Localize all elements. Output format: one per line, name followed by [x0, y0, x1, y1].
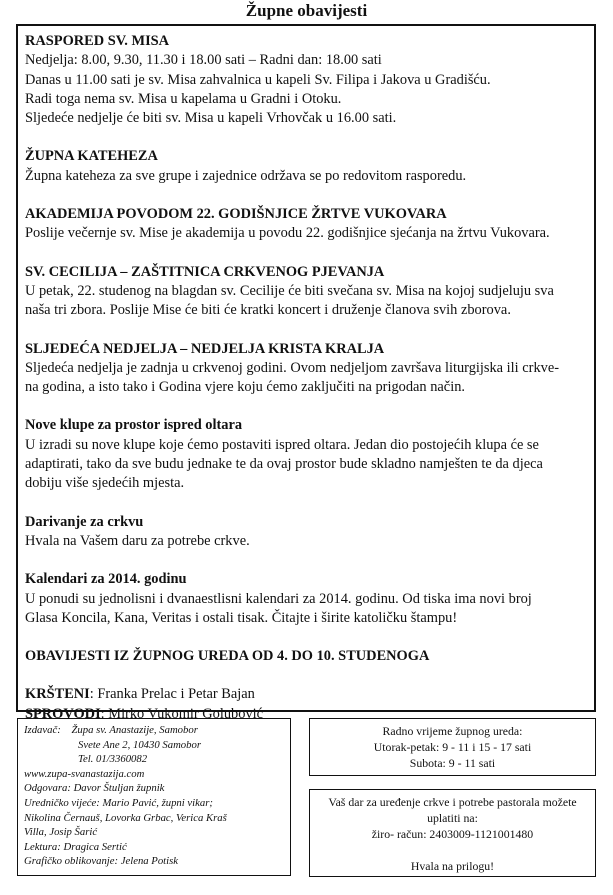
donation-thanks: Hvala na prilogu!: [410, 859, 495, 873]
donation-line-2: uplatiti na:: [427, 811, 478, 825]
office-hours-weekdays: Utorak-petak: 9 - 11 i 15 - 17 sati: [373, 740, 532, 754]
section: [25, 205, 587, 244]
section: [25, 147, 587, 186]
section-text-line: Danas u 11.00 sati je sv. Misa zahvalnica u kapeli Sv. Filipa i Jakova u Gradišću.: [25, 71, 491, 88]
section: [25, 513, 587, 552]
announcements-box: [16, 24, 596, 722]
section-text-line: U izradi su nove klupe koje ćemo postaviti ispred oltara. Jedan dio postojećih klupa će se: [25, 436, 539, 453]
section-text-line: naša tri zbora. Poslije Mise će biti će kratki koncert i druženje članova svih zborova.: [25, 302, 511, 319]
event-baptisms: KRŠTENI: Franka Prelac i Petar Bajan: [25, 686, 255, 703]
section: [25, 32, 587, 128]
office-hours-saturday: Subota: 9 - 11 sati: [409, 756, 496, 770]
section-heading: SLJEDEĆA NEDJELJA – NEDJELJA KRISTA KRALJA: [25, 340, 385, 357]
section-text-line: Sljedeće nedjelje će biti sv. Misa u kapeli Vrhovčak u 16.00 sati.: [25, 110, 397, 127]
section-text-line: U petak, 22. studenog na blagdan sv. Cecilije će biti svečana sv. Misa na kojoj sudjeluju sva: [25, 282, 554, 299]
section-heading: Nove klupe za prostor ispred oltara: [25, 417, 243, 434]
publisher-box: [17, 718, 291, 876]
donation-line-1: Vaš dar za uređenje crkve i potrebe pastorala možete: [328, 795, 577, 809]
section-text-line: Glasa Koncila, Kana, Veritas i ostali tisak. Čitajte i širite katoličku štampu!: [25, 609, 458, 626]
section: [25, 416, 587, 493]
proofreading: Lektura: Dragica Sertić: [24, 840, 127, 853]
section: [25, 263, 587, 321]
donation-account: žiro- račun: 2403009-1121001480: [371, 827, 534, 841]
section-text-line: Nedjelja: 8.00, 9.30, 11.30 i 18.00 sati – Radni dan: 18.00 sati: [25, 52, 382, 69]
editorial-board-3: Villa, Josip Šarić: [24, 826, 98, 839]
section-text-line: Poslije večernje sv. Mise je akademija u povodu 22. godišnjice sjećanja na žrtvu Vukovara.: [25, 225, 550, 242]
office-hours-box: [309, 718, 596, 776]
sections-list: [25, 32, 587, 666]
editorial-board-2: Nikolina Černauš, Lovorka Grbac, Verica Kraš: [24, 811, 227, 824]
section-text-line: Hvala na Vašem daru za potrebe crkve.: [25, 532, 250, 549]
publisher-address: Svete Ane 2, 10430 Samobor: [78, 738, 201, 751]
section-text-line: U ponudi su jednolisni i dvanaestlisni kalendari za 2014. godinu. Od tiska ima novi broj: [25, 590, 532, 607]
section-heading: Kalendari za 2014. godinu: [25, 571, 187, 588]
graphic-design: Grafičko oblikovanje: Jelena Potisk: [24, 855, 179, 868]
event-funerals: SPROVODI: Mirko Vukomir Golubović: [25, 705, 264, 722]
section-text-line: adaptirati, tako da sve budu jednake te da ovaj prostor bude skladno namješten te da djeca: [25, 456, 543, 473]
section-text-line: Sljedeća nedjelja je zadnja u crkvenoj godini. Ovom nedjeljom završava liturgijska ili crkve-: [25, 359, 560, 376]
publisher-responsible: Odgovara: Davor Štuljan župnik: [24, 782, 165, 795]
section-heading: RASPORED SV. MISA: [25, 33, 170, 49]
section-heading: Darivanje za crkvu: [25, 513, 144, 530]
office-hours-heading: Radno vrijeme župnog ureda:: [382, 724, 523, 738]
publisher-website: www.zupa-svanastazija.com: [24, 767, 145, 780]
section-heading: SV. CECILIJA – ZAŠTITNICA CRKVENOG PJEVANJA: [25, 263, 385, 280]
section: [25, 340, 587, 398]
page-title: Župne obavijesti: [245, 1, 368, 20]
section-heading: ŽUPNA KATEHEZA: [25, 148, 158, 165]
section: [25, 570, 587, 628]
section-text-line: dobiju više sjedećih mjesta.: [25, 475, 185, 492]
publisher-name: Izdavač: Župa sv. Anastazije, Samobor: [24, 724, 198, 736]
publisher-phone: Tel. 01/3360082: [78, 753, 148, 766]
section-text-line: Radi toga nema sv. Misa u kapelama u Gradni i Otoku.: [25, 90, 342, 107]
section: [25, 647, 587, 666]
donation-box: [309, 789, 596, 877]
section-heading: AKADEMIJA POVODOM 22. GODIŠNJICE ŽRTVE VUKOVARA: [25, 206, 447, 223]
section-heading: OBAVIJESTI IZ ŽUPNOG UREDA OD 4. DO 10. STUDENOGA: [25, 648, 430, 665]
section-text-line: na godina, a isto tako i Godina vjere koju ćemo zaključiti na prigodan način.: [25, 379, 465, 396]
editorial-board-1: Uredničko vijeće: Mario Pavić, župni vikar;: [24, 796, 213, 809]
section-text-line: Župna kateheza za sve grupe i zajednice održava se po redovitom rasporedu.: [25, 167, 467, 184]
